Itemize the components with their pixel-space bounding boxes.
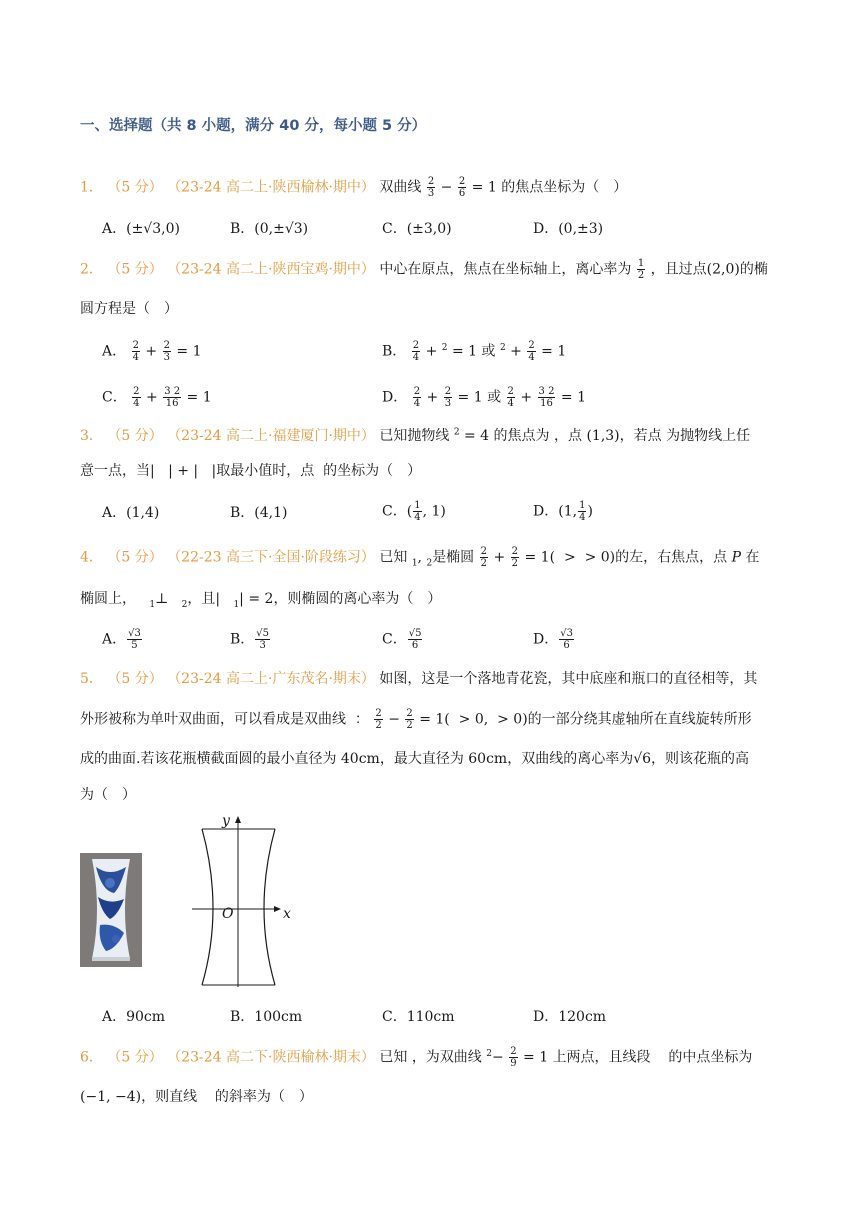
left-branch: [202, 829, 213, 985]
q3-option-d[interactable]: D．(1, $\frac{1}{4}$ ): [533, 500, 593, 523]
q6-score: （5 分）: [107, 1049, 163, 1066]
q5-source: （23-24 高二上·广东茂名·期末）: [167, 671, 375, 687]
q1-option-a[interactable]: A．(±√3,0): [102, 221, 180, 237]
q1-option-b[interactable]: B．(0,±√3): [230, 221, 309, 237]
question-6: 6． （5 分） （23-24 高二下·陕西榆林·期末） 已知 ，为双曲线 $^2$− $\frac{2}{9}$ = 1 上两点，且线段 的中点坐标为: [80, 1046, 753, 1069]
q5-option-d[interactable]: D．120cm: [533, 1009, 607, 1025]
q5-line2: 外形被称为单叶双曲面，可以看成是双曲线 ： $\frac{2}{2}$ − $\frac{2}{2}$ = 1( > 0, > 0)的一部分绕其虚轴所在直线旋转所形: [80, 708, 752, 731]
q2-option-b[interactable]: B． $\frac{2}{4}$ + $^2$ = 1 或 $^2$ + $\frac{2}{4}$ = 1: [382, 340, 567, 363]
q1-source: （23-24 高二上·陕西榆林·期中）: [167, 179, 375, 196]
question-4: 4． （5 分） （22-23 高三下·全国·阶段练习） 已知 $_1$, $_2$是椭圆 $\frac{2}{2}$ + $\frac{2}{2}$ = 1( > > 0)的左，右焦点，点 P 在: [80, 546, 760, 569]
q2-number: 2．: [80, 261, 103, 278]
q2-frac-e: $\frac{1}{2}$: [637, 258, 645, 281]
q6-source: （23-24 高二下·陕西榆林·期末）: [167, 1049, 375, 1066]
q4-line2: 椭圆上， $_1$⊥ $_2$，且| $_1$| = 2，则椭圆的离心率为（ ）: [80, 591, 442, 610]
q2-option-c[interactable]: C． $\frac{2}{4}$ + $\frac{3 2}{16}$ = 1: [102, 386, 212, 409]
q5-score: （5 分）: [107, 671, 163, 687]
hyperbola-graph: [190, 815, 290, 987]
question-1: 1． （5 分） （23-24 高二上·陕西榆林·期中） 双曲线 $\frac{2}{3}$ − $\frac{2}{6}$ = 1 的焦点坐标为（ ）: [80, 176, 628, 199]
q3-source: （23-24 高二上·福建厦门·期中）: [167, 428, 375, 444]
q6-line2: (−1, −4)，则直线 的斜率为（ ）: [80, 1089, 313, 1105]
q1-score: （5 分）: [107, 179, 163, 196]
q2-stem-a: 中心在原点，焦点在坐标轴上，离心率为: [379, 261, 632, 278]
q3-score: （5 分）: [107, 428, 163, 444]
q5-option-a[interactable]: A．90cm: [102, 1009, 166, 1025]
q2-score: （5 分）: [107, 261, 163, 278]
q5-option-b[interactable]: B．100cm: [230, 1009, 303, 1025]
q5-line4: 为（ ）: [80, 787, 136, 803]
q4-option-c[interactable]: C． $\frac{√5}{6}$: [382, 628, 422, 651]
q5-option-c[interactable]: C．110cm: [382, 1009, 455, 1025]
graph-x-label: x: [283, 906, 291, 922]
graph-origin-label: O: [222, 906, 234, 922]
q1-frac-b: $\frac{2}{6}$: [458, 176, 466, 199]
question-2: [80, 258, 768, 281]
q1-stem-b: 的焦点坐标为（ ）: [501, 179, 628, 196]
vase-image: [80, 853, 142, 967]
q3-option-a[interactable]: A．(1,4): [102, 505, 160, 521]
graph-y-label: y: [222, 813, 230, 829]
q3-number: 3．: [80, 428, 103, 444]
q5-line3: 成的曲面.若该花瓶横截面圆的最小直径为 40cm，最大直径为 60cm，双曲线的离心率为√6，则该花瓶的高: [80, 751, 750, 767]
q2-stem-b: ，且过点(2,0)的椭: [650, 261, 768, 278]
q4-option-a[interactable]: A． $\frac{√3}{5}$: [102, 628, 141, 651]
q4-option-b[interactable]: B． $\frac{√5}{3}$: [230, 628, 270, 651]
q3-option-b[interactable]: B．(4,1): [230, 505, 288, 521]
q4-score: （5 分）: [107, 549, 163, 566]
q1-number: 1．: [80, 179, 103, 196]
q1-frac-a: $\frac{2}{3}$: [427, 176, 435, 199]
q3-line2: 意一点，当| | + | |取最小值时，点 的坐标为（ ）: [80, 463, 422, 479]
right-branch: [264, 829, 275, 985]
q1-stem-a: 双曲线: [379, 179, 422, 196]
q4-number: 4．: [80, 549, 103, 566]
section-title: 一、选择题（共 8 小题，满分 40 分，每小题 5 分）: [80, 118, 427, 134]
question-5: 5． （5 分） （23-24 高二上·广东茂名·期末） 如图，这是一个落地青花瓷，其中底座和瓶口的直径相等，其: [80, 671, 758, 687]
q2-line2: 圆方程是（ ）: [80, 301, 178, 317]
q6-number: 6．: [80, 1049, 103, 1066]
y-axis-arrow: [235, 816, 241, 823]
q2-option-d[interactable]: D． $\frac{2}{4}$ + $\frac{2}{3}$ = 1 或 $\frac{2}{4}$ + $\frac{3 2}{16}$ = 1: [382, 386, 586, 409]
q5-number: 5．: [80, 671, 103, 687]
q4-source: （22-23 高三下·全国·阶段练习）: [167, 549, 375, 566]
q1-option-d[interactable]: D．(0,±3): [533, 221, 604, 237]
question-3: 3． （5 分） （23-24 高二上·福建厦门·期中） 已知抛物线 $^2$ = 4 的焦点为 ，点 (1,3)，若点 为抛物线上任: [80, 427, 751, 444]
x-axis-arrow: [274, 906, 281, 912]
q2-source: （23-24 高二上·陕西宝鸡·期中）: [167, 261, 375, 278]
q3-option-c[interactable]: C．( $\frac{1}{4}$ , 1): [382, 500, 446, 523]
q1-option-c[interactable]: C．(±3,0): [382, 221, 452, 237]
q2-option-a[interactable]: A． $\frac{2}{4}$ + $\frac{2}{3}$ = 1: [102, 340, 202, 363]
q4-option-d[interactable]: D． $\frac{√3}{6}$: [533, 628, 573, 651]
